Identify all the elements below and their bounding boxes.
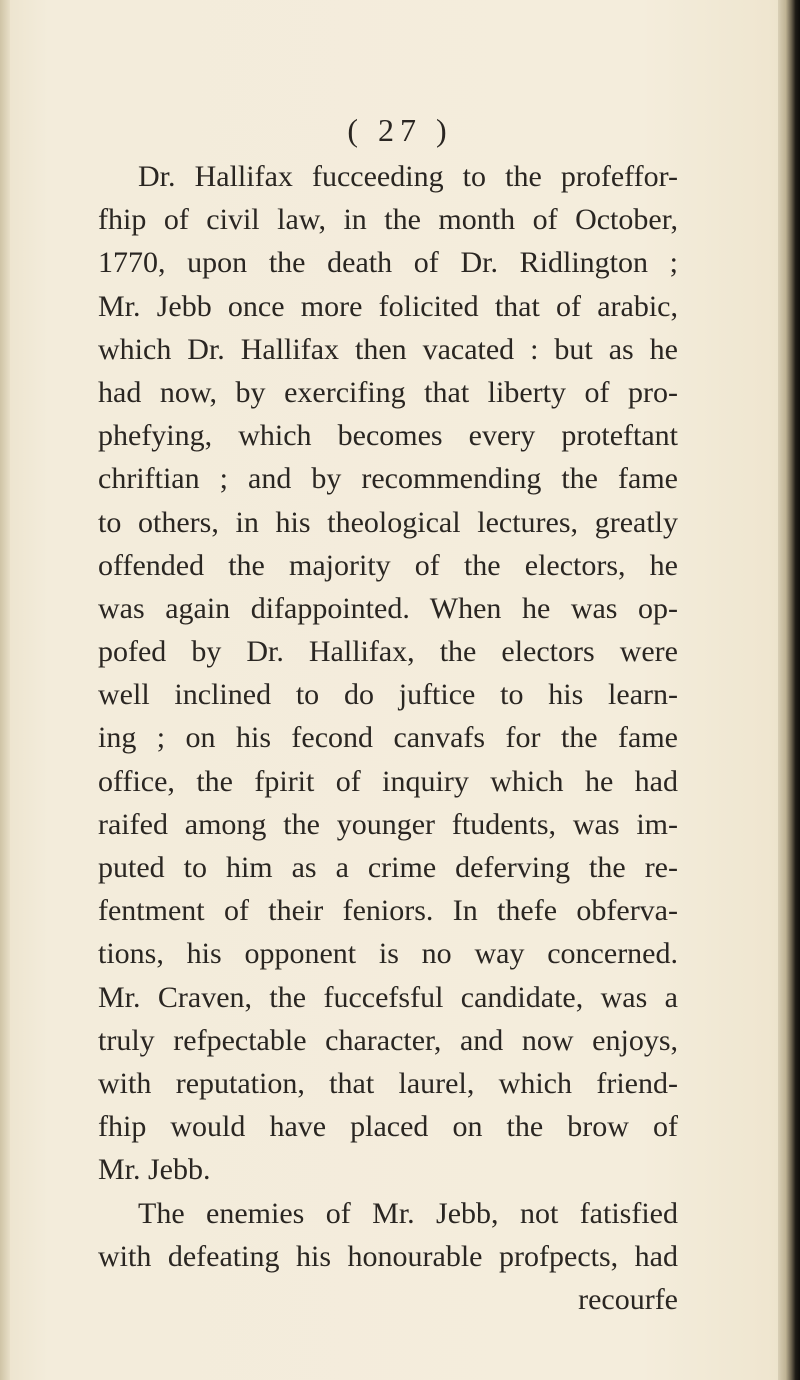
text-line: Dr. Hallifax fucceeding to the profeffor- [138, 160, 678, 193]
text-line: fentment of their feniors. In thefe obferva- [98, 894, 678, 928]
text-line: The enemies of Mr. Jebb, not fatisfied [138, 1196, 678, 1230]
text-line: puted to him as a crime deferving the re- [98, 851, 678, 884]
text-line: pofed by Dr. Hallifax, the electors were [98, 635, 678, 669]
text-line: office, the fpirit of inquiry which he had [98, 764, 678, 798]
text-line: offended the majority of the electors, he [98, 548, 678, 582]
text-line: ing ; on his fecond canvafs for the fame [98, 721, 678, 755]
text-line: phefying, which becomes every proteftant [98, 419, 678, 453]
text-line: fhip would have placed on the brow of [98, 1110, 678, 1144]
text-line: Mr. Craven, the fuccefsful candidate, was a [98, 980, 678, 1014]
text-line: chriftian ; and by recommending the fame [98, 462, 678, 496]
text-line: tions, his opponent is no way concerned. [98, 937, 678, 971]
text-line: Mr. Jebb once more folicited that of arabic, [98, 289, 678, 323]
text-line: with reputation, that laurel, which friend- [98, 1066, 678, 1100]
catchword: recourfe [578, 1282, 678, 1316]
book-binding-shadow [778, 0, 800, 1380]
body-text [98, 155, 678, 1321]
page-left-edge [0, 0, 10, 1380]
text-line: 1770, upon the death of Dr. Ridlington ; [98, 246, 678, 280]
text-line: Mr. Jebb. [98, 1153, 211, 1187]
text-line: was again difappointed. When he was op- [98, 591, 678, 625]
text-line: with defeating his honourable profpects, had [98, 1239, 678, 1273]
text-line: which Dr. Hallifax then vacated : but as he [98, 332, 678, 366]
text-line: fhip of civil law, in the month of October, [98, 203, 678, 237]
text-line: had now, by exercifing that liberty of pro- [98, 375, 678, 409]
page-number: ( 27 ) [347, 112, 453, 148]
text-line: truly refpectable character, and now enjoys, [98, 1023, 678, 1057]
text-line: well inclined to do juftice to his learn- [98, 678, 678, 712]
text-line: to others, in his theological lectures, greatly [98, 505, 678, 539]
text-line: raifed among the younger ftudents, was im- [98, 807, 678, 841]
